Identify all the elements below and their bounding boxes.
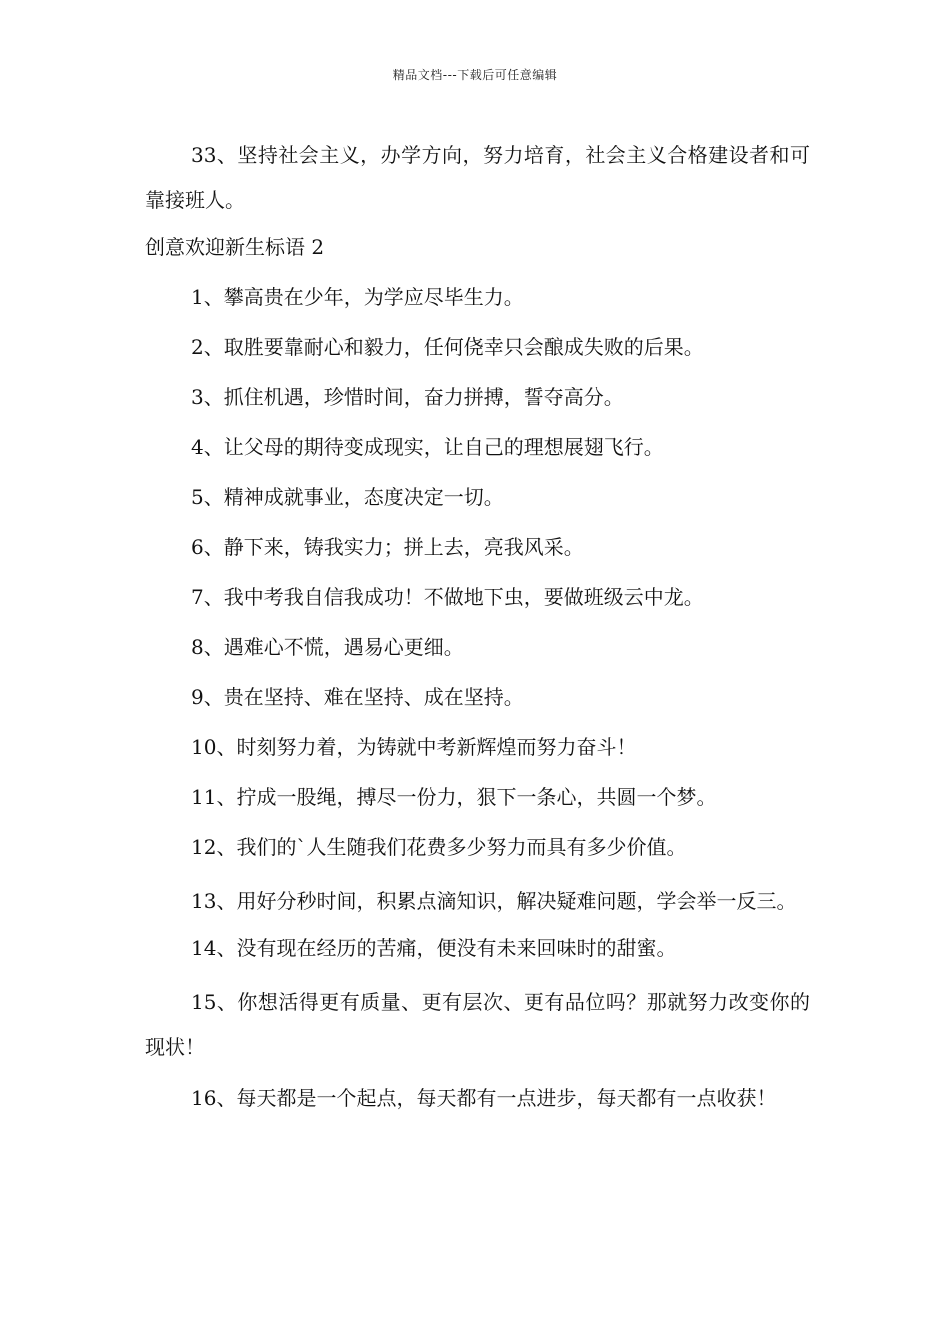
list-item-12: 12、我们的`人生随我们花费多少努力而具有多少价值。: [191, 835, 687, 859]
list-item-14: 14、没有现在经历的苦痛，便没有未来回味时的甜蜜。: [191, 936, 677, 960]
list-item-15: 15、你想活得更有质量、更有层次、更有品位吗？那就努力改变你的现状！: [145, 990, 810, 1059]
section-title: 创意欢迎新生标语 2: [145, 235, 325, 259]
list-item-10: 10、时刻努力着，为铸就中考新辉煌而努力奋斗！: [191, 735, 637, 759]
list-item-8: 8、遇难心不慌，遇易心更细。: [191, 635, 464, 659]
list-item-5: 5、精神成就事业，态度决定一切。: [191, 485, 504, 509]
list-item-1: 1、攀高贵在少年，为学应尽毕生力。: [191, 285, 524, 309]
list-item-9: 9、贵在坚持、难在坚持、成在坚持。: [191, 685, 524, 709]
list-item-7: 7、我中考我自信我成功！不做地下虫，要做班级云中龙。: [191, 585, 704, 609]
list-item-16: 16、每天都是一个起点，每天都有一点进步，每天都有一点收获！: [191, 1086, 777, 1110]
list-item-3: 3、抓住机遇，珍惜时间，奋力拼搏，誓夺高分。: [191, 385, 624, 409]
list-item-2: 2、取胜要靠耐心和毅力，任何侥幸只会酿成失败的后果。: [191, 335, 704, 359]
list-item-11: 11、拧成一股绳，搏尽一份力，狠下一条心，共圆一个梦。: [191, 785, 717, 809]
list-item-4: 4、让父母的期待变成现实，让自己的理想展翅飞行。: [191, 435, 664, 459]
list-item-13: 13、用好分秒时间，积累点滴知识，解决疑难问题，学会举一反三。: [191, 889, 797, 913]
paragraph-33: 33、坚持社会主义，办学方向，努力培育，社会主义合格建设者和可靠接班人。: [145, 143, 810, 212]
page-header: 精品文档---下载后可任意编辑: [392, 68, 558, 82]
list-item-6: 6、静下来，铸我实力；拼上去，亮我风采。: [191, 535, 584, 559]
document-body: [145, 133, 810, 1127]
